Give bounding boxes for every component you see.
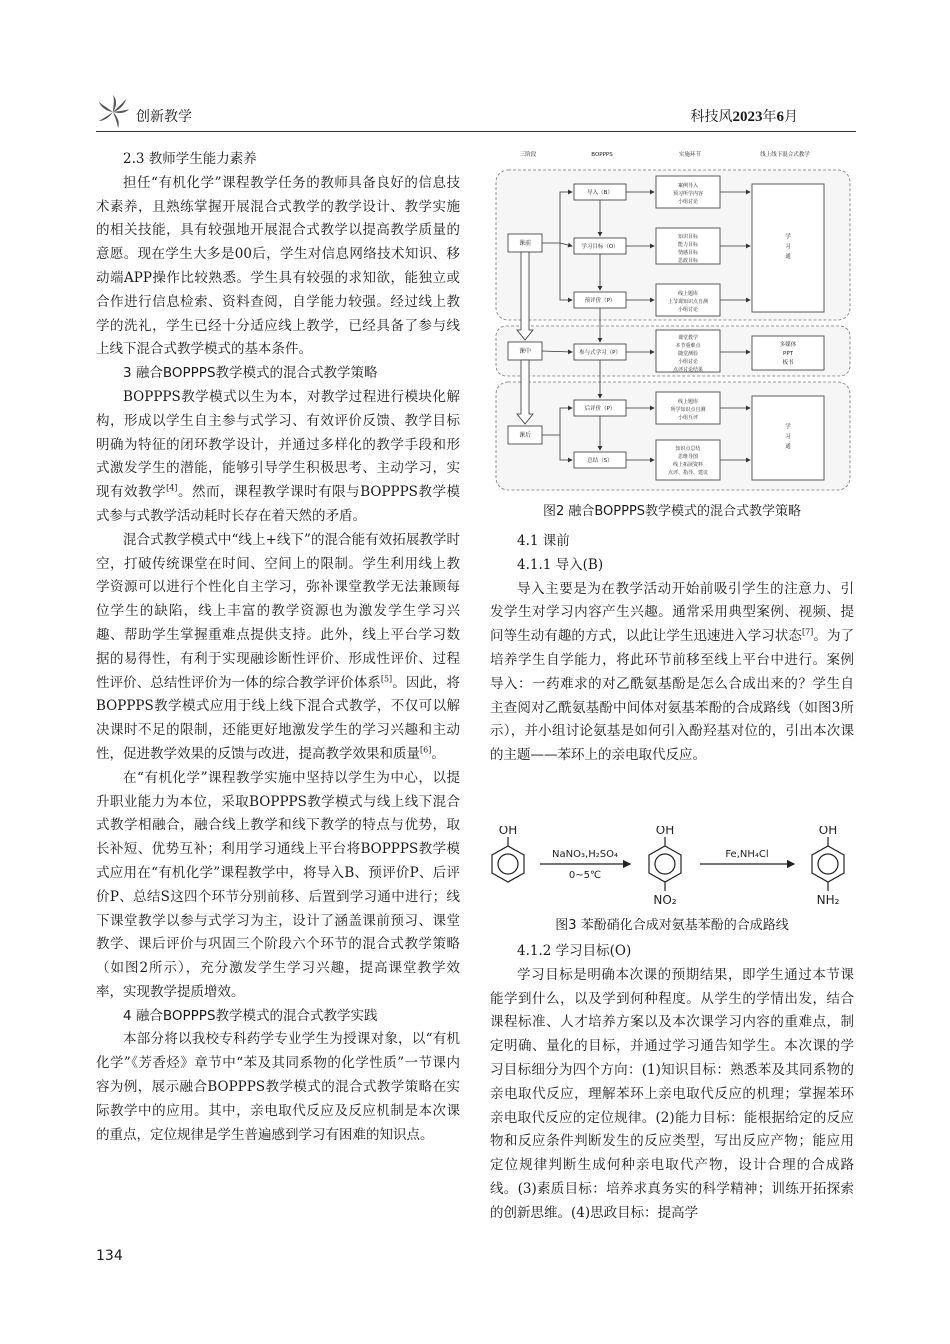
section-3-paragraph-1: BOPPPS教学模式以生为本，对教学过程进行模块化解构，形成以学生自主参与式学习、有效评价反馈、教学目标明确为特征的闭环教学设计，并通过多样化的教学手段和形式激发学生的潜能，能够引导学生积极思考、主动学习，实现有效教学[4]。然而，课程教学课时有限与BOPPPS教学模式参与式教学活动耗时长存在着天然的矛盾。 (96, 388, 460, 524)
aminophenol-ring (812, 846, 844, 882)
nitrophenol-aromatic-circle (655, 854, 675, 874)
fig2-platform-class-3: 板书 (782, 360, 794, 366)
fig2-activity-b-1: 案例导入 (677, 183, 699, 189)
fig2-step-s-label: 总结（S） (587, 458, 613, 464)
fig2-activity-part-1: 课堂教学 (677, 335, 699, 341)
citation-5: [5] (380, 674, 393, 684)
citation-6: [6] (420, 745, 432, 755)
fig2-activity-s-3: 线上拓展资料 (672, 462, 704, 468)
fig2-step-b-label: 导入（B） (587, 190, 613, 196)
figure-3-reaction (490, 826, 854, 910)
nitrophenol-oh: OH (655, 826, 675, 837)
journal-issue (691, 106, 799, 126)
fig2-platform-class-1: 多媒体 (779, 342, 797, 348)
section-4-1-title: 4.1 课前 (517, 533, 570, 549)
fig2-activity-b-3: 小组讨论 (677, 199, 699, 205)
page-number: 134 (96, 1248, 123, 1264)
figure-3-caption: 图3 苯酚硝化合成对氨基苯酚的合成路线 (555, 918, 789, 933)
fig2-step-post-p-label: 后评价（P） (584, 406, 616, 412)
fig2-step-o-label: 学习目标（O） (581, 244, 619, 250)
fig2-header-activity: 实施环节 (678, 152, 702, 158)
header-divider (96, 131, 856, 132)
section-4-1-2-title: 4.1.2 学习目标(O) (517, 943, 632, 959)
aminophenol-oh: OH (818, 826, 838, 837)
issue-year: 2023 (732, 109, 763, 125)
fig2-activity-part-2: 本节重难点 (675, 343, 701, 349)
citation-4: [4] (166, 483, 178, 493)
fig2-activity-s-4: 点评、指导、建议 (667, 470, 709, 476)
fig2-activity-post-p-3: 小组互评 (677, 415, 699, 421)
section-2-3-paragraph: 担任“有机化学”课程教学任务的教师具备良好的信息技术素养，且熟练掌握开展混合式教学的教学设计、教学实施的相关技能，具有较强地开展混合式教学以提高教学质量的意愿。现在学生大多是00后，学生对信息网络技术知识、移动端APP操作比较熟悉。学生具有较强的求知欲，能独立或合作进行信息检索、资料查阅，自学能力较强。经过线上教学的洗礼，学生已经十分适应线上教学，已经具备了参与线上线下混合式教学模式的基本条件。 (96, 174, 460, 358)
fig2-activity-s-1: 知识点总结 (675, 446, 701, 452)
section-3-paragraph-3: 在“有机化学”课程教学实施中坚持以学生为中心，以提升职业能力为本位，采取BOPPPS教学模式与线上线下混合式教学相融合，融合线上教学和线下教学的特点与优势，取长补短、优势互补；利用学习通线上平台将BOPPPS教学模式应用在“有机化学”课程教学中，将导入B、预评价P、后评价P、总结S这四个环节分别前移、后置到学习通中进行；线下课堂教学以参与式学习为主，设计了涵盖课前预习、课堂教学、课后评价与巩固三个阶段六个环节的混合式教学策略（如图2所示），充分激发学生学习兴趣，提高课堂教学效率，实现教学提质增效。 (96, 769, 460, 1000)
aminophenol-aromatic-circle (818, 854, 838, 874)
fig2-header-stage: 三阶段 (519, 152, 537, 158)
nitro-group: NO₂ (653, 893, 677, 907)
section-4-1-1-paragraph: 导入主要是为在教学活动开始前吸引学生的注意力、引发学生对学习内容产生兴趣。通常采用典型案例、视频、提问等生动有趣的方式，以此让学生迅速进入学习状态[7]。为了培养学生自学能力，将此环节前移至线上平台中进行。案例导入：一药难求的对乙酰氨基酚是怎么合成出来的？学生自主查阅对乙酰氨基酚中间体对氨基苯酚的合成路线（如图3所示），并小组讨论氨基是如何引入酚羟基对位的，引出本次课的主题——苯环上的亲电取代反应。 (490, 580, 855, 764)
left-column (96, 148, 460, 1147)
fig2-platform-post-3: 通 (785, 444, 791, 450)
fig2-activity-pre-p-3: 小组讨论 (677, 307, 699, 313)
journal-header (96, 94, 192, 130)
phenol-oh: OH (498, 826, 518, 837)
fig2-platform-pre-1: 学 (785, 234, 791, 240)
fig2-platform-pre-3: 通 (785, 254, 791, 260)
citation-7: [7] (801, 627, 814, 637)
phenol-aromatic-circle (498, 854, 518, 874)
section-4-paragraph: 本部分将以我校专科药学专业学生为授课对象，以“有机化学”《芳香烃》章节中“苯及其同系物的化学性质”一节课内容为例，展示融合BOPPPS教学模式的混合式教学策略在实际教学中的应用。其中，亲电取代反应及反应机制是本次课的重点，定位规律是学生普遍感到学习有困难的知识点。 (96, 1031, 460, 1143)
fig2-header-blended: 线上线下混合式教学 (760, 152, 810, 158)
fig2-stage-post-label: 课后 (518, 432, 532, 439)
fig2-activity-post-p-2: 所学知识点自测 (670, 407, 706, 413)
right-column-upper (490, 530, 854, 768)
fig2-stage-pre-label: 课前 (518, 240, 532, 247)
right-column-lower (490, 940, 854, 1226)
fig2-platform-class-2: PPT (783, 351, 793, 357)
fig2-step-participatory-label: 参与式学习（P） (579, 350, 621, 356)
fig2-activity-part-4: 小组讨论 (677, 359, 699, 365)
fig2-platform-post-1: 学 (785, 424, 791, 430)
fig2-activity-o-3: 情感目标 (677, 250, 699, 256)
section-3-title: 3 融合BOPPPS教学模式的混合式教学策略 (123, 365, 378, 382)
section-4-1-1-title: 4.1.1 导入(B) (517, 556, 604, 573)
fig2-activity-o-4: 思政目标 (677, 258, 699, 264)
fig2-header-boppps: BOPPPS (591, 152, 613, 158)
fig2-activity-o-2: 能力目标 (677, 242, 699, 248)
journal-logo-icon (96, 94, 130, 130)
fig2-activity-b-2: 预习所学内容 (672, 191, 704, 197)
fig2-activity-pre-p-2: 上节课知识点自测 (667, 299, 709, 305)
fig2-activity-pre-p-1: 线上题库 (677, 291, 699, 297)
section-4-1-2-paragraph: 学习目标是明确本次课的预期结果，即学生通过本节课能学到什么，以及学到何种程度。从学生的学情出发，结合课程标准、人才培养方案以及本次课学习内容的重难点，制定明确、量化的目标，并通过学习通告知学生。本次课的学习目标细分为四个方向：(1)知识目标：熟悉苯及其同系物的亲电取代反应，理解苯环上亲电取代反应的机理；掌握苯环亲电取代反应的定位规律。(2)能力目标：能根据给定的反应物和反应条件判断发生的反应类型，写出反应产物；能应用定位规律判断生成何种亲电取代产物，设计合理的合成路线。(3)素质目标：培养求真务实的科学精神；训练开拓探索的创新思维。(4)思政目标：提高学 (490, 966, 854, 1221)
fig2-activity-o-1: 知识目标 (677, 234, 699, 240)
reagent-2: Fe,NH₄Cl (725, 849, 769, 860)
fig2-platform-pre-2: 习 (785, 244, 791, 250)
amino-group: NH₂ (816, 893, 840, 907)
fig2-activity-part-3: 随堂测验 (677, 351, 699, 357)
journal-section: 创新教学 (136, 109, 192, 125)
fig2-activity-post-p-1: 线上题库 (677, 399, 699, 405)
section-3-paragraph-2: 混合式教学模式中“线上+线下”的混合能有效拓展教学时空，打破传统课堂在时间、空间上的限制。学生利用线上教学资源可以进行个性化自主学习，弥补课堂教学无法兼顾每位学生的缺陷，线上丰富的教学资源也为激发学生学习兴趣、帮助学生掌握重难点提供支持。此外，线上平台学习数据的易得性，有利于实现融诊断性评价、形成性评价、过程性评价、总结性评价为一体的综合教学评价体系[5]。因此，将BOPPPS教学模式应用于线上线下混合式教学，不仅可以解决课时不足的限制，还能更好地激发学生的学习兴趣和主动性，促进教学效果的反馈与改进，提高教学效果和质量[6]。 (96, 531, 461, 762)
journal-name: 科技风 (690, 109, 733, 125)
issue-month: 6 (776, 109, 784, 125)
fig2-platform-post-2: 习 (785, 434, 791, 440)
section-4-title: 4 融合BOPPPS教学模式的混合式教学实践 (123, 1007, 378, 1024)
phenol-ring (492, 846, 524, 882)
month-unit: 月 (784, 109, 798, 125)
condition-1: 0~5℃ (568, 870, 602, 881)
fig2-step-pre-p-label: 预评价（P） (584, 298, 616, 304)
reagent-1: NaNO₃,H₂SO₄ (552, 849, 618, 860)
figure-2-flowchart (490, 146, 854, 496)
fig2-activity-part-5: 点评讨论结果 (672, 367, 704, 373)
year-unit: 年 (762, 109, 777, 125)
figure-2-caption: 图2 融合BOPPPS教学模式的混合式教学策略 (542, 504, 802, 519)
fig2-activity-s-2: 思维导图 (677, 454, 699, 460)
fig2-stage-in-label: 课中 (518, 348, 532, 355)
nitrophenol-ring (649, 846, 681, 882)
section-2-3-title: 2.3 教师学生能力素养 (123, 151, 257, 167)
